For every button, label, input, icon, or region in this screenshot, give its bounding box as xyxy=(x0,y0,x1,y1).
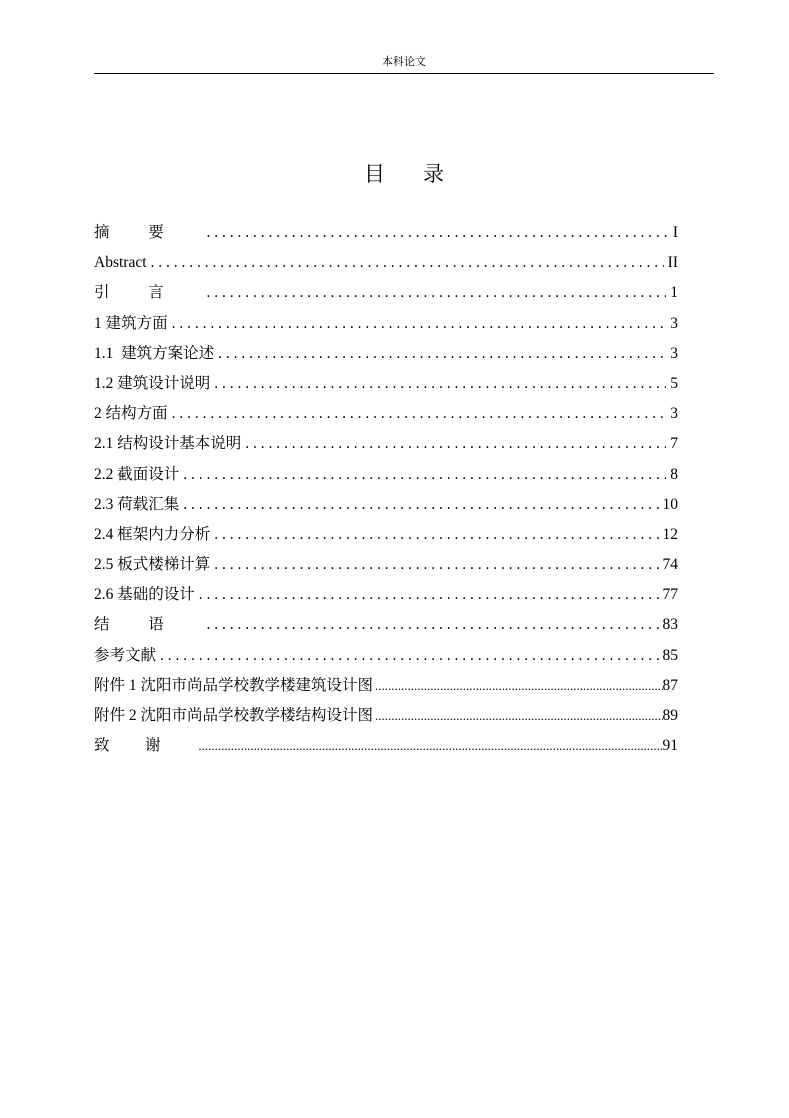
toc-entry-label: 1 建筑方面 xyxy=(94,314,168,332)
toc-entry-load-collection[interactable] xyxy=(94,490,678,520)
toc-dot-leader xyxy=(214,369,666,399)
toc-entry-structure[interactable] xyxy=(94,399,678,429)
toc-entry-label: Abstract xyxy=(94,254,147,272)
toc-entry-label: 1.1 建筑方案论述 xyxy=(94,344,215,362)
toc-entry-page: 77 xyxy=(662,586,678,604)
toc-dot-leader xyxy=(214,520,658,550)
toc-entry-page: 7 xyxy=(670,435,678,453)
toc-entry-page: 1 xyxy=(670,284,678,302)
toc-dot-leader xyxy=(198,731,662,761)
toc-entry-appendix-2[interactable] xyxy=(94,701,678,731)
toc-entry-page: I xyxy=(672,224,678,241)
table-of-contents xyxy=(94,218,678,761)
toc-entry-page: 5 xyxy=(670,374,678,392)
toc-entry-label: 2.5 板式楼梯计算 xyxy=(94,556,211,574)
toc-entry-conclusion[interactable] xyxy=(94,610,678,640)
running-header: 本科论文 xyxy=(382,56,426,68)
toc-entry-label: 附件 1 沈阳市尚品学校教学楼建筑设计图 xyxy=(94,676,374,694)
toc-entry-architecture[interactable] xyxy=(94,309,678,339)
toc-entry-page: 91 xyxy=(662,737,678,755)
toc-entry-page: 87 xyxy=(662,676,678,694)
toc-dot-leader xyxy=(199,580,659,610)
toc-entry-page: 3 xyxy=(670,405,678,423)
toc-entry-page: 8 xyxy=(670,465,678,483)
toc-entry-stair-calculation[interactable] xyxy=(94,550,678,580)
toc-entry-label: 2.3 荷载汇集 xyxy=(94,495,180,513)
toc-entry-label: 引言 xyxy=(94,284,203,302)
toc-entry-page: 3 xyxy=(670,344,678,362)
toc-dot-leader xyxy=(218,339,666,369)
toc-entry-page: 12 xyxy=(662,525,678,543)
toc-dot-leader xyxy=(172,399,667,429)
toc-entry-label: 2.1 结构设计基本说明 xyxy=(94,435,242,453)
toc-entry-architecture-scheme[interactable] xyxy=(94,339,678,369)
toc-entry-label: 附件 2 沈阳市尚品学校教学楼结构设计图 xyxy=(94,707,374,724)
toc-entry-page: 85 xyxy=(662,646,678,664)
toc-entry-label: 1.2 建筑设计说明 xyxy=(94,374,211,392)
header-rule xyxy=(94,73,714,74)
toc-entry-label: 参考文献 xyxy=(94,646,157,664)
toc-entry-page: 10 xyxy=(662,495,678,513)
toc-dot-leader xyxy=(207,218,669,248)
toc-entry-abstract-cn[interactable] xyxy=(94,218,678,248)
toc-dot-leader xyxy=(207,610,659,640)
toc-entry-page: 83 xyxy=(662,616,678,634)
toc-entry-abstract-en[interactable] xyxy=(94,248,678,278)
toc-entry-acknowledgements[interactable] xyxy=(94,731,678,761)
toc-entry-label: 2.4 框架内力分析 xyxy=(94,525,211,543)
toc-entry-label: 2 结构方面 xyxy=(94,405,168,423)
toc-entry-page: II xyxy=(667,254,678,272)
toc-entry-label: 摘要 xyxy=(94,224,203,241)
toc-entry-label: 2.2 截面设计 xyxy=(94,465,180,483)
toc-dot-leader xyxy=(245,429,666,459)
toc-dot-leader xyxy=(183,490,658,520)
toc-title: 目录 xyxy=(364,162,482,186)
toc-entry-architecture-description[interactable] xyxy=(94,369,678,399)
toc-dot-leader xyxy=(214,550,658,580)
toc-dot-leader xyxy=(183,460,666,490)
toc-entry-page: 89 xyxy=(662,707,678,724)
toc-entry-foundation-design[interactable] xyxy=(94,580,678,610)
toc-dot-leader xyxy=(160,641,658,671)
toc-entry-label: 致谢 xyxy=(94,737,197,755)
toc-entry-label: 2.6 基础的设计 xyxy=(94,586,195,604)
toc-entry-page: 3 xyxy=(670,314,678,332)
toc-dot-leader xyxy=(207,278,667,308)
toc-entry-appendix-1[interactable] xyxy=(94,671,678,701)
toc-dot-leader xyxy=(172,309,667,339)
toc-entry-references[interactable] xyxy=(94,641,678,671)
toc-entry-structure-basics[interactable] xyxy=(94,429,678,459)
toc-entry-introduction[interactable] xyxy=(94,278,678,308)
toc-entry-section-design[interactable] xyxy=(94,460,678,490)
toc-dot-leader xyxy=(375,701,662,731)
toc-entry-label: 结语 xyxy=(94,616,203,634)
toc-dot-leader xyxy=(151,248,664,278)
toc-entry-frame-analysis[interactable] xyxy=(94,520,678,550)
toc-entry-page: 74 xyxy=(662,556,678,574)
toc-dot-leader xyxy=(375,671,662,701)
